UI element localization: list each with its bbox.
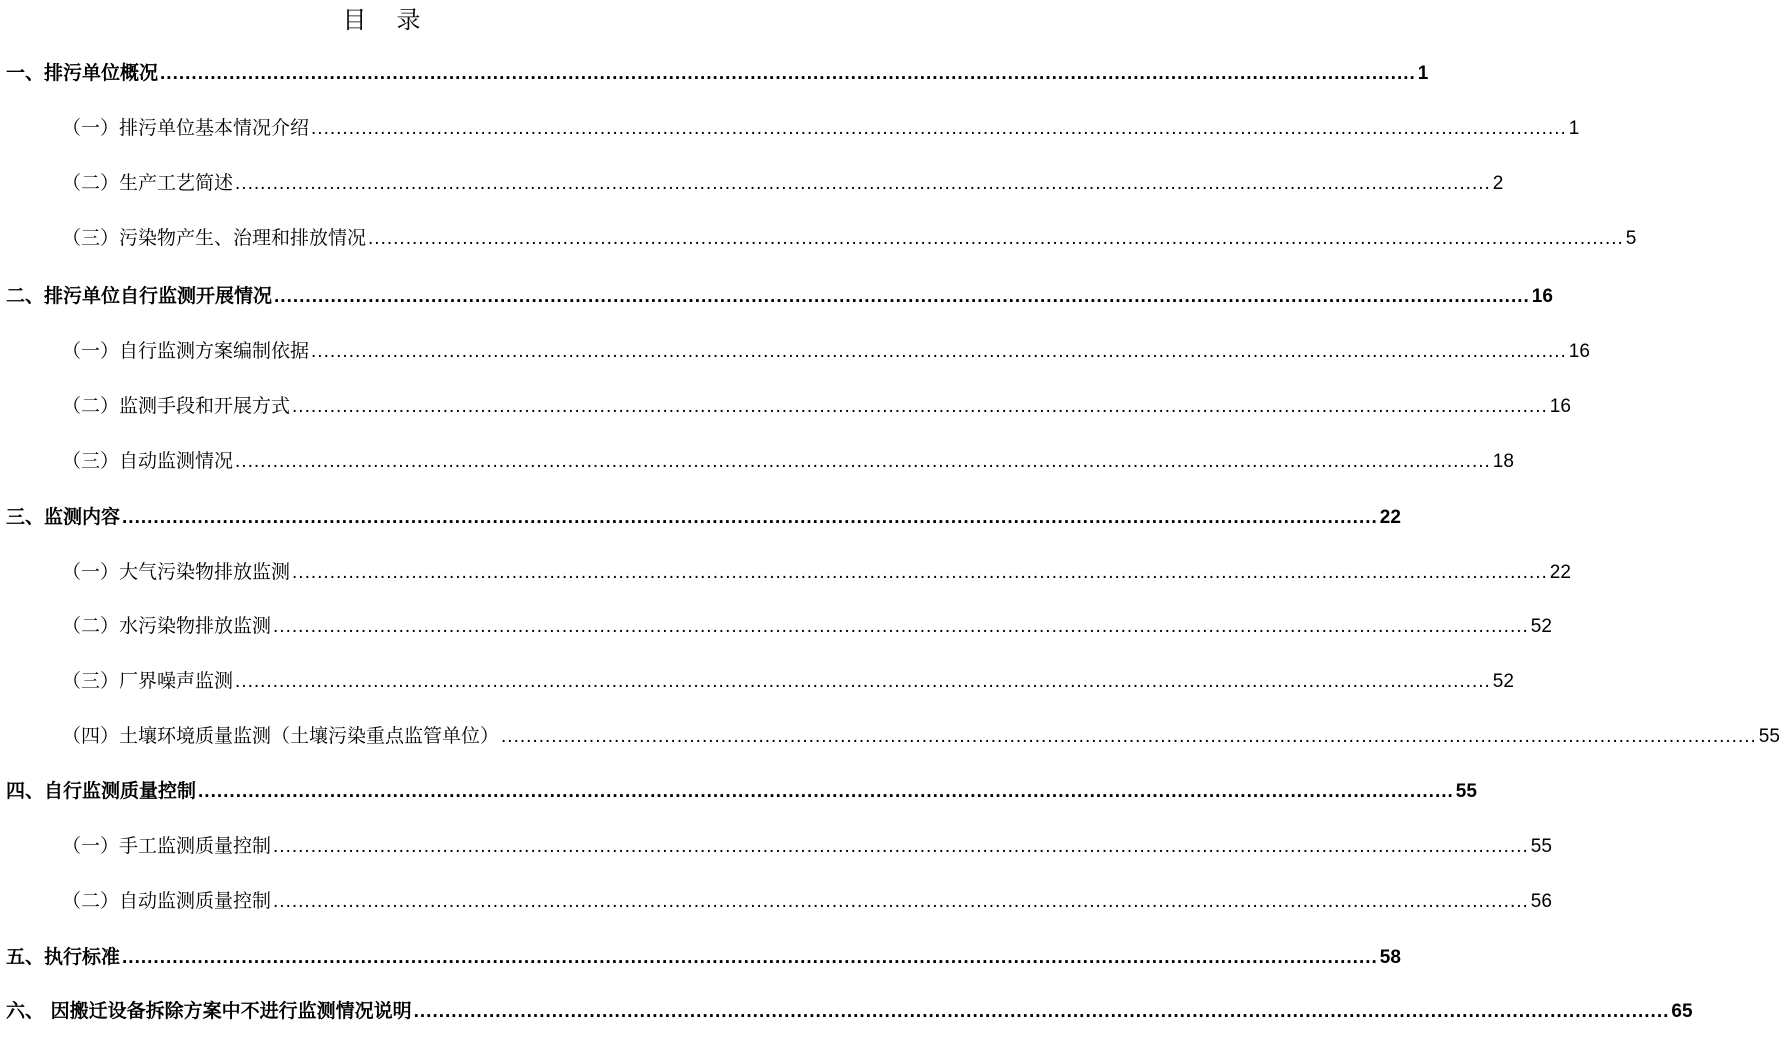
toc-entry-label: （一）排污单位基本情况介绍	[62, 117, 310, 139]
toc-entry-page-number: 16	[1568, 341, 1590, 362]
toc-entry-label: （一）大气污染物排放监测	[62, 561, 291, 583]
toc-leader-dots: ........................................................................................................................................................................................................	[292, 396, 1548, 417]
toc-entry-page-number: 22	[1549, 562, 1571, 583]
toc-leader-dots: ........................................................................................................................................................................................................	[160, 63, 1416, 84]
toc-entry-section[interactable]	[62, 391, 1571, 421]
toc-entry-chapter[interactable]	[6, 58, 1429, 88]
toc-entry-chapter[interactable]	[6, 942, 1401, 972]
toc-entry-label: 三、监测内容	[6, 506, 121, 528]
toc-entry-label: （二）水污染物排放监测	[62, 615, 272, 637]
toc-entry-section[interactable]	[62, 168, 1504, 198]
toc-entry-label: （二）生产工艺简述	[62, 172, 234, 194]
toc-entry-section[interactable]	[62, 557, 1571, 587]
toc-leader-dots: ........................................................................................................................................................................................................	[273, 891, 1529, 912]
toc-entry-label: （三）厂界噪声监测	[62, 670, 234, 692]
toc-entry-label: （三）污染物产生、治理和排放情况	[62, 227, 367, 249]
toc-entry-page-number: 55	[1455, 781, 1477, 802]
toc-leader-dots: ........................................................................................................................................................................................................	[292, 562, 1548, 583]
toc-entry-page-number: 55	[1758, 726, 1780, 747]
toc-entry-section[interactable]	[62, 446, 1514, 476]
toc-entry-chapter[interactable]	[6, 281, 1553, 311]
toc-entry-label: 一、排污单位概况	[6, 62, 159, 84]
toc-entry-page-number: 55	[1530, 836, 1552, 857]
toc-leader-dots: ........................................................................................................................................................................................................	[274, 286, 1530, 307]
toc-entry-section[interactable]	[62, 611, 1552, 641]
toc-leader-dots: ........................................................................................................................................................................................................	[235, 451, 1491, 472]
toc-leader-dots: ........................................................................................................................................................................................................	[198, 781, 1454, 802]
toc-entry-label: 五、执行标准	[6, 946, 121, 968]
toc-entry-chapter[interactable]	[6, 502, 1401, 532]
toc-entry-page-number: 1	[1417, 63, 1429, 84]
toc-entry-page-number: 18	[1492, 451, 1514, 472]
toc-leader-dots: ........................................................................................................................................................................................................	[122, 947, 1378, 968]
toc-leader-dots: ........................................................................................................................................................................................................	[235, 671, 1491, 692]
toc-entry-chapter[interactable]	[6, 996, 1693, 1026]
toc-leader-dots: ........................................................................................................................................................................................................	[311, 341, 1567, 362]
page-title: 目录	[342, 6, 451, 34]
toc-entry-page-number: 52	[1530, 616, 1552, 637]
toc-leader-dots: ........................................................................................................................................................................................................	[273, 616, 1529, 637]
toc-entry-label: 六、 因搬迁设备拆除方案中不进行监测情况说明	[6, 1000, 412, 1022]
toc-entry-chapter[interactable]	[6, 776, 1477, 806]
toc-entry-page-number: 56	[1530, 891, 1552, 912]
toc-entry-label: （二）自动监测质量控制	[62, 890, 272, 912]
toc-entry-page-number: 52	[1492, 671, 1514, 692]
toc-leader-dots: ........................................................................................................................................................................................................	[235, 173, 1491, 194]
toc-leader-dots: ........................................................................................................................................................................................................	[122, 507, 1378, 528]
toc-leader-dots: ........................................................................................................................................................................................................	[413, 1001, 1670, 1022]
toc-leader-dots: ........................................................................................................................................................................................................	[311, 118, 1567, 139]
toc-entry-label: （二）监测手段和开展方式	[62, 395, 291, 417]
toc-leader-dots: ........................................................................................................................................................................................................	[501, 726, 1757, 747]
toc-entry-label: （四）土壤环境质量监测（土壤污染重点监管单位）	[62, 725, 500, 747]
toc-entry-section[interactable]	[62, 113, 1580, 143]
toc-entry-label: 四、自行监测质量控制	[6, 780, 197, 802]
toc-entry-page-number: 58	[1379, 947, 1401, 968]
toc-entry-page-number: 16	[1549, 396, 1571, 417]
toc-entry-label: （三）自动监测情况	[62, 450, 234, 472]
toc-entry-section[interactable]	[62, 223, 1637, 253]
toc-leader-dots: ........................................................................................................................................................................................................	[368, 228, 1624, 249]
toc-entry-page-number: 16	[1531, 286, 1553, 307]
toc-entry-page-number: 5	[1625, 228, 1637, 249]
toc-entry-section[interactable]	[62, 721, 1780, 751]
toc-entry-label: （一）手工监测质量控制	[62, 835, 272, 857]
toc-entry-label: 二、排污单位自行监测开展情况	[6, 285, 273, 307]
toc-entry-section[interactable]	[62, 831, 1552, 861]
toc-entry-section[interactable]	[62, 666, 1514, 696]
toc-entry-page-number: 22	[1379, 507, 1401, 528]
toc-leader-dots: ........................................................................................................................................................................................................	[273, 836, 1529, 857]
toc-entry-page-number: 65	[1671, 1001, 1693, 1022]
toc-entry-page-number: 1	[1568, 118, 1580, 139]
toc-entry-section[interactable]	[62, 336, 1590, 366]
toc-entry-page-number: 2	[1492, 173, 1504, 194]
toc-entry-label: （一）自行监测方案编制依据	[62, 340, 310, 362]
toc-entry-section[interactable]	[62, 886, 1552, 916]
